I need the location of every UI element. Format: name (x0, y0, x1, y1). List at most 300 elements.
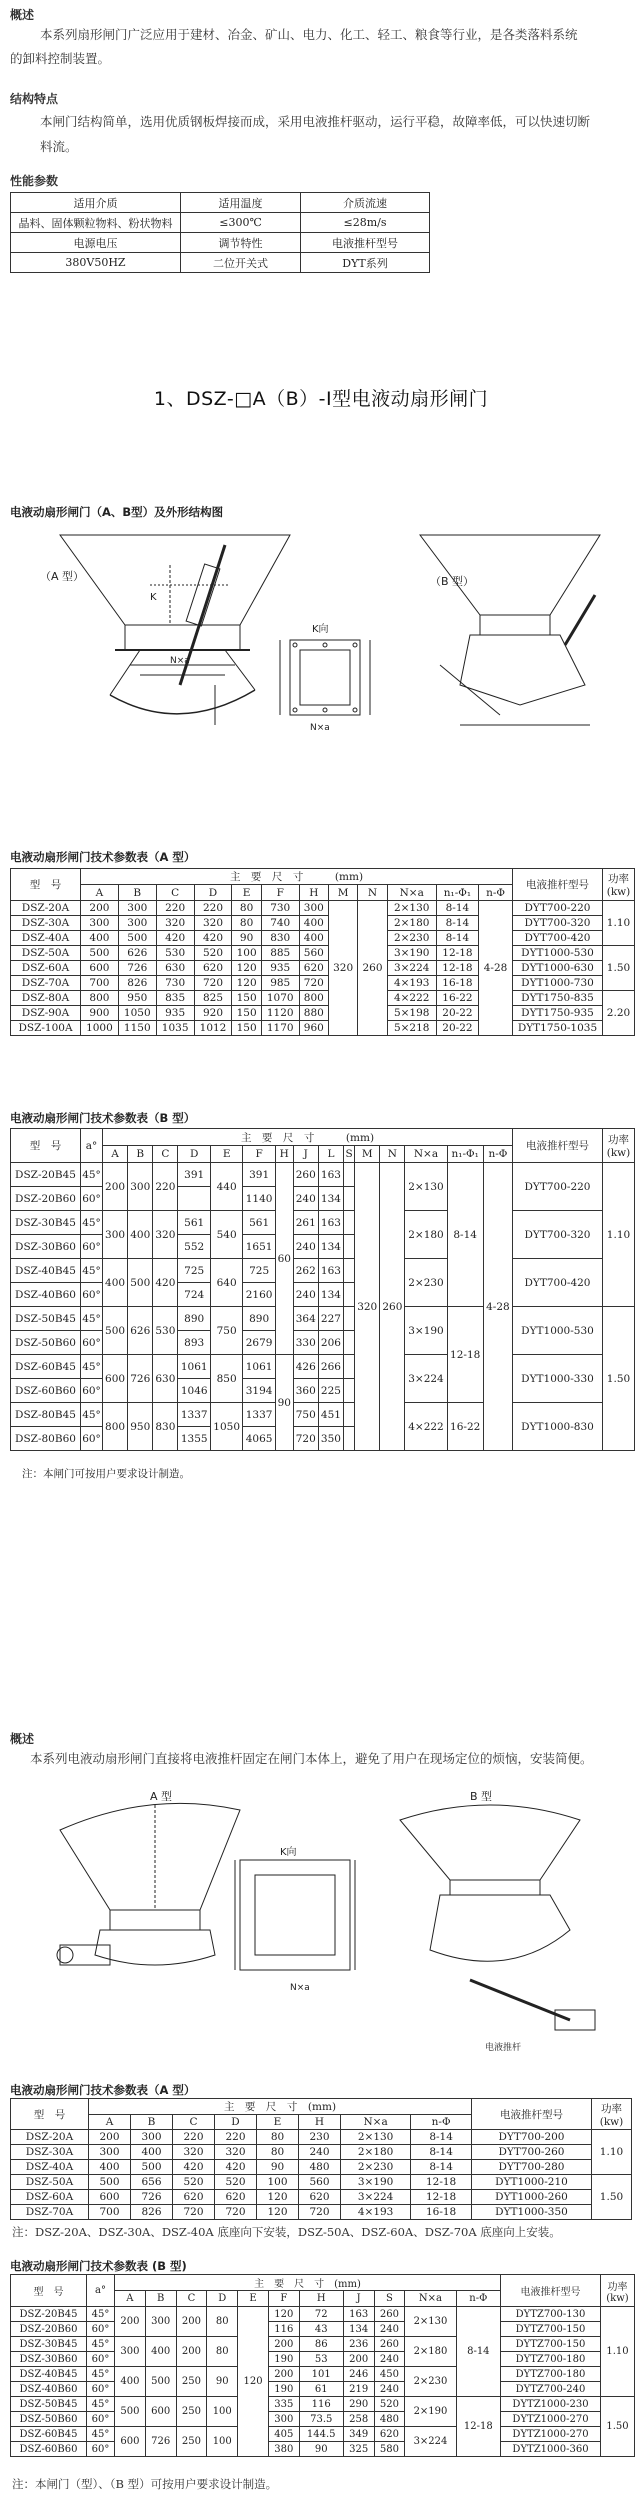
table-cell: 885 (261, 946, 299, 961)
table-cell: 190 (268, 2382, 299, 2397)
structure-text-2: 料流。 (40, 139, 78, 154)
table-cell (344, 1427, 355, 1451)
table-cell: 120 (238, 2307, 269, 2457)
table-cell: 134 (318, 1283, 343, 1307)
table-cell: 830 (153, 1403, 178, 1451)
a1-col: C (156, 885, 194, 901)
table-cell: 16-18 (436, 976, 478, 991)
table-row (11, 1211, 635, 1235)
table-cell: 2×180 (341, 2145, 411, 2160)
table-cell: 2×230 (387, 931, 436, 946)
table-a1-title: 电液动扇形闸门技术参数表（A 型） (10, 850, 196, 864)
table-cell (344, 1163, 355, 1187)
table-cell: 480 (299, 2160, 341, 2175)
table-cell: 720 (299, 976, 328, 991)
b1-col: A (103, 1146, 128, 1163)
table-cell: 540 (210, 1211, 242, 1259)
b1-col: n-Φ (483, 1146, 512, 1163)
table-row (11, 961, 635, 976)
table-cell: 400 (145, 2337, 176, 2367)
table-cell: 258 (343, 2412, 374, 2427)
table-cell: 1000 (81, 1021, 119, 1036)
a1-col: N (358, 885, 387, 901)
table-cell: 100 (257, 2175, 299, 2190)
table-cell (344, 1211, 355, 1235)
table-cell: 200 (103, 1163, 128, 1211)
table-cell: 200 (176, 2337, 207, 2367)
b1-h-model: 型 号 (11, 1129, 81, 1163)
a2-col: C (173, 2115, 215, 2130)
table-cell: 620 (299, 2190, 341, 2205)
a1-h-model: 型 号 (11, 869, 81, 901)
table-cell: 61 (299, 2382, 343, 2397)
table-cell: 200 (176, 2307, 207, 2337)
table-cell: 16-22 (447, 1403, 483, 1451)
table-cell: 3×190 (341, 2175, 411, 2190)
b1-col: N (380, 1146, 405, 1163)
table-cell: 600 (89, 2190, 131, 2205)
b1-col: E (210, 1146, 242, 1163)
table-cell: 1170 (261, 1021, 299, 1036)
table-cell: 45° (81, 1307, 103, 1331)
table-cell: 60 (275, 1163, 293, 1355)
table-cell: 260 (374, 2337, 405, 2352)
table-cell: 985 (261, 976, 299, 991)
table-cell: 116 (268, 2322, 299, 2337)
table-cell: DYT700-280 (472, 2160, 592, 2175)
table-cell: 520 (374, 2397, 405, 2412)
table-cell: 200 (343, 2352, 374, 2367)
table-cell (344, 1307, 355, 1331)
b2-h-power: 功率 (kw) (601, 2275, 635, 2307)
table-cell: 300 (118, 901, 156, 916)
table-cell: 400 (299, 916, 328, 931)
table-row (11, 1006, 635, 1021)
table-cell: 320 (215, 2145, 257, 2160)
table-row (11, 2160, 632, 2175)
table-cell: 134 (318, 1235, 343, 1259)
table-cell: DSZ-60B45 (11, 1355, 81, 1379)
table-cell: 8-14 (447, 1163, 483, 1307)
table-row (11, 2322, 635, 2337)
table-cell: 225 (318, 1379, 343, 1403)
table-cell: 80 (207, 2307, 238, 2337)
table-cell: 120 (257, 2205, 299, 2220)
b1-h-alpha: a° (81, 1129, 103, 1163)
table-cell: 200 (81, 901, 119, 916)
table-cell: 620 (215, 2190, 257, 2205)
a1-col: A (81, 885, 119, 901)
table-cell: DSZ-50B45 (11, 2397, 87, 2412)
table-cell: DYTZ700-150 (501, 2322, 601, 2337)
b1-h-actuator: 电液推杆型号 (513, 1129, 603, 1163)
table-cell: 240 (374, 2352, 405, 2367)
table-cell: 90 (232, 931, 261, 946)
table-cell: 1337 (178, 1403, 210, 1427)
table-cell: 80 (257, 2130, 299, 2145)
a2-col: H (299, 2115, 341, 2130)
table-cell: 144.5 (299, 2427, 343, 2442)
table-cell: 120 (232, 976, 261, 991)
table-cell: 45° (87, 2367, 115, 2382)
a1-col: n₁-Φ₁ (436, 885, 478, 901)
table-row (11, 1403, 635, 1427)
b2-col: n-Φ (456, 2291, 500, 2307)
table-cell: 3194 (243, 1379, 275, 1403)
a2-col: D (215, 2115, 257, 2130)
table-cell: DSZ-30B45 (11, 1211, 81, 1235)
table-cell: 520 (173, 2175, 215, 2190)
table-cell: DSZ-70A (11, 2205, 89, 2220)
a2-col: E (257, 2115, 299, 2130)
table-row (11, 1021, 635, 1036)
table-cell: 240 (293, 1235, 318, 1259)
table-cell: DSZ-50A (11, 2175, 89, 2190)
table-cell: 1.50 (601, 2397, 635, 2457)
table-cell: 640 (210, 1259, 242, 1307)
table-cell: DSZ-40B60 (11, 1283, 81, 1307)
table-cell: 850 (210, 1355, 242, 1403)
table-a1 (10, 868, 635, 1036)
b1-col: C (153, 1146, 178, 1163)
table-cell: DYT1000-530 (513, 946, 603, 961)
table-cell: DSZ-90A (11, 1006, 81, 1021)
table-cell: 1.10 (603, 1163, 635, 1307)
table-cell: 724 (178, 1283, 210, 1307)
table-cell: 260 (358, 901, 387, 1036)
table-cell: 8-14 (436, 916, 478, 931)
table-cell: 364 (293, 1307, 318, 1331)
table-cell: 60° (81, 1427, 103, 1451)
table-cell: 120 (268, 2307, 299, 2322)
table-cell: 1061 (243, 1355, 275, 1379)
table-cell: 150 (232, 1006, 261, 1021)
table-row (11, 2130, 632, 2145)
table-cell: 220 (194, 901, 232, 916)
table-cell: 2.20 (603, 991, 635, 1036)
table-row (11, 2307, 635, 2322)
table-cell: 227 (318, 1307, 343, 1331)
fig2-a-type: A 型 (150, 1790, 173, 1803)
table-cell: 2×130 (405, 1163, 447, 1211)
a1-col: B (118, 885, 156, 901)
table-cell: DYT700-200 (472, 2130, 592, 2145)
table-cell: 405 (268, 2427, 299, 2442)
table-cell: 440 (210, 1163, 242, 1211)
fig2-nxa: N×a (290, 1983, 310, 1993)
b1-col: S (344, 1146, 355, 1163)
performance-table (10, 192, 430, 273)
table-cell: 720 (293, 1427, 318, 1451)
table-cell: 530 (153, 1307, 178, 1355)
table-cell: 60° (87, 2412, 115, 2427)
fig1-nxa-label-2: N×a (310, 723, 330, 733)
b2-h-alpha: a° (87, 2275, 115, 2307)
table-cell: 700 (89, 2205, 131, 2220)
perf-cell: 380V50HZ (11, 253, 181, 273)
table-b2-note: 注：本闸门（型）、（B 型）可按用户要求设计制造。 (12, 2477, 278, 2491)
b2-col: D (207, 2291, 238, 2307)
table-row (11, 916, 635, 931)
table-cell: DSZ-80B45 (11, 1403, 81, 1427)
table-cell: DYT1000-830 (513, 1403, 603, 1451)
table-cell: 266 (318, 1355, 343, 1379)
table-cell: 2×230 (405, 1259, 447, 1307)
a2-h-power: 功率 (kw) (592, 2099, 632, 2130)
perf-cell: 调节特性 (181, 233, 301, 253)
table-cell: 90 (207, 2367, 238, 2397)
overview-heading: 概述 (10, 8, 35, 22)
table-cell: 730 (156, 976, 194, 991)
table-cell: DSZ-30B60 (11, 1235, 81, 1259)
table-cell: 8-14 (456, 2307, 500, 2397)
table-cell: 600 (115, 2427, 146, 2457)
b2-h-main: 主 要 尺 寸 (mm) (115, 2275, 501, 2291)
table-cell: 935 (156, 1006, 194, 1021)
table-cell: 500 (131, 2160, 173, 2175)
b-type-label: （B 型） (430, 575, 475, 588)
table-row (11, 946, 635, 961)
section2-overview-heading: 概述 (10, 1732, 35, 1746)
table-cell: 230 (299, 2130, 341, 2145)
b1-h-main: 主 要 尺 寸 (mm) (103, 1129, 513, 1146)
table-cell: DYTZ700-150 (501, 2337, 601, 2352)
table-row (11, 1259, 635, 1283)
table-cell: 4065 (243, 1427, 275, 1451)
table-cell: 1.50 (603, 946, 635, 991)
table-cell: 45° (81, 1163, 103, 1187)
table-cell: 1.10 (592, 2130, 632, 2175)
table-cell: 600 (81, 961, 119, 976)
overview-text-1: 本系列扇形闸门广泛应用于建材、冶金、矿山、电力、化工、轻工、粮食等行业，是各类落料系统 (40, 27, 578, 42)
table-row (11, 931, 635, 946)
table-cell: DYTZ1000-230 (501, 2397, 601, 2412)
table-cell: DYTZ1000-270 (501, 2427, 601, 2442)
table-cell: 300 (268, 2412, 299, 2427)
table-b1-note: 注：本闸门可按用户要求设计制造。 (22, 1468, 190, 1480)
table-cell: 1050 (210, 1403, 242, 1451)
table-cell: 200 (115, 2307, 146, 2337)
structure-heading: 结构特点 (10, 92, 59, 106)
table-cell: DYT700-320 (513, 916, 603, 931)
table-cell: 726 (145, 2427, 176, 2457)
table-cell: 240 (374, 2322, 405, 2337)
b1-col: F (243, 1146, 275, 1163)
table-cell: 90 (275, 1355, 293, 1451)
table-cell: 1012 (194, 1021, 232, 1036)
b2-col: E (238, 2291, 269, 2307)
table-cell: 552 (178, 1235, 210, 1259)
table-cell: DYT700-320 (513, 1211, 603, 1259)
table-a2-note: 注：DSZ-20A、DSZ-30A、DSZ-40A 底座向下安装，DSZ-50A、DSZ-60A、DSZ-70A 底座向上安装。 (12, 2225, 561, 2239)
table-cell: 893 (178, 1331, 210, 1355)
a2-col: A (89, 2115, 131, 2130)
table-cell: DSZ-30B60 (11, 2352, 87, 2367)
table-cell: 200 (89, 2130, 131, 2145)
table-cell: 90 (257, 2160, 299, 2175)
table-cell: 350 (318, 1427, 343, 1451)
table-cell: 73.5 (299, 2412, 343, 2427)
table-cell: DYT700-220 (513, 1163, 603, 1211)
table-cell: 300 (81, 916, 119, 931)
b1-col: N×a (405, 1146, 447, 1163)
b1-col: L (318, 1146, 343, 1163)
table-cell: DYT1000-210 (472, 2175, 592, 2190)
table-cell: 800 (299, 991, 328, 1006)
table-cell: DSZ-40A (11, 931, 81, 946)
b1-h-power: 功率 (kw) (603, 1129, 635, 1163)
perf-cell: 电源电压 (11, 233, 181, 253)
table-cell: DSZ-40B45 (11, 1259, 81, 1283)
table-cell: 1050 (118, 1006, 156, 1021)
table-cell: DSZ-50A (11, 946, 81, 961)
table-cell: 4-28 (483, 1163, 512, 1451)
b1-col: B (128, 1146, 153, 1163)
a1-col: E (232, 885, 261, 901)
table-cell: 80 (232, 916, 261, 931)
table-cell: 2×130 (405, 2307, 456, 2337)
table-cell: DSZ-40B45 (11, 2367, 87, 2382)
section2-overview-text: 本系列电液动扇形闸门直接将电液推杆固定在闸门本体上，避免了用户在现场定位的烦恼，安装简便。 (30, 1751, 593, 1766)
table-cell: 2×230 (341, 2160, 411, 2175)
table-cell: 12-18 (411, 2190, 472, 2205)
table-cell: 150 (232, 1021, 261, 1036)
table-cell: 45° (81, 1259, 103, 1283)
table-cell: 4×193 (387, 976, 436, 991)
table-cell (344, 1355, 355, 1379)
table-cell: 3×190 (387, 946, 436, 961)
table-cell: 920 (194, 1006, 232, 1021)
table-cell: 300 (103, 1211, 128, 1259)
table-cell: DSZ-80A (11, 991, 81, 1006)
table-cell: 220 (215, 2130, 257, 2145)
gate-drawing-2 (50, 1780, 610, 2065)
perf-cell: 电液推杆型号 (301, 233, 430, 253)
table-cell: 580 (374, 2442, 405, 2457)
a2-col: B (131, 2115, 173, 2130)
table-cell: DSZ-50B60 (11, 1331, 81, 1355)
a2-col: n-Φ (411, 2115, 472, 2130)
table-cell: 4×222 (405, 1403, 447, 1451)
table-cell: 200 (268, 2367, 299, 2382)
table-cell: 134 (343, 2322, 374, 2337)
table-cell: 200 (268, 2337, 299, 2352)
table-cell: 630 (156, 961, 194, 976)
table-cell: 4×193 (341, 2205, 411, 2220)
table-cell: 320 (194, 916, 232, 931)
fig1-nxa-label: N×a (170, 656, 190, 666)
table-cell: 12-18 (436, 961, 478, 976)
table-cell: 420 (156, 931, 194, 946)
a2-h-actuator: 电液推杆型号 (472, 2099, 592, 2130)
table-cell: 300 (118, 916, 156, 931)
table-cell: 500 (89, 2175, 131, 2190)
table-cell: 750 (293, 1403, 318, 1427)
table-cell: 500 (81, 946, 119, 961)
table-cell: 60° (81, 1187, 103, 1211)
perf-cell: DYT系列 (301, 253, 430, 273)
table-cell: 730 (261, 901, 299, 916)
table-cell: 90 (299, 2442, 343, 2457)
perf-cell: 适用介质 (11, 193, 181, 213)
table-cell (344, 1283, 355, 1307)
table-cell: 1.10 (601, 2307, 635, 2397)
table-cell: DYT1750-835 (513, 991, 603, 1006)
b2-col: J (343, 2291, 374, 2307)
table-cell: 8-14 (436, 931, 478, 946)
table-cell: 45° (81, 1403, 103, 1427)
perf-cell: 适用温度 (181, 193, 301, 213)
table-cell: 60° (87, 2382, 115, 2397)
table-cell: 100 (207, 2427, 238, 2457)
table-cell: 600 (145, 2397, 176, 2427)
table-cell: 300 (145, 2307, 176, 2337)
table-cell: 826 (118, 976, 156, 991)
fig2-b-type: B 型 (470, 1790, 493, 1803)
table-cell: 420 (173, 2160, 215, 2175)
table-cell: 426 (293, 1355, 318, 1379)
table-cell (344, 1403, 355, 1427)
a1-h-power: 功率 (kw) (603, 869, 635, 901)
table-row (11, 2175, 632, 2190)
table-cell: 380 (268, 2442, 299, 2457)
table-row (11, 2205, 632, 2220)
fig2-k-view: K向 (280, 1847, 297, 1858)
table-a2 (10, 2098, 632, 2220)
table-cell: 60° (81, 1379, 103, 1403)
table-cell: DYTZ1000-270 (501, 2412, 601, 2427)
table-cell: 320 (328, 901, 357, 1036)
table-cell: 163 (318, 1259, 343, 1283)
table-cell: 400 (128, 1211, 153, 1259)
table-cell: 45° (87, 2397, 115, 2412)
table-cell: 880 (299, 1006, 328, 1021)
table-cell: 1150 (118, 1021, 156, 1036)
table-cell: DSZ-60B60 (11, 1379, 81, 1403)
table-cell: 325 (343, 2442, 374, 2457)
table-row (11, 1355, 635, 1379)
table-row (11, 2337, 635, 2352)
table-cell: 830 (261, 931, 299, 946)
table-cell: 219 (343, 2382, 374, 2397)
table-cell: DSZ-30A (11, 916, 81, 931)
table-cell: 20-22 (436, 1021, 478, 1036)
table-cell: 4-28 (479, 901, 513, 1036)
table-cell: 20-22 (436, 1006, 478, 1021)
table-cell: 1337 (243, 1403, 275, 1427)
table-cell: 720 (173, 2205, 215, 2220)
table-row (11, 2367, 635, 2382)
table-cell: 826 (131, 2205, 173, 2220)
table-cell: 960 (299, 1021, 328, 1036)
table-cell: 4×222 (387, 991, 436, 1006)
table-cell: 300 (115, 2337, 146, 2367)
a2-h-model: 型 号 (11, 2099, 89, 2130)
table-cell: DYT1000-730 (513, 976, 603, 991)
table-cell: 420 (194, 931, 232, 946)
table-row (11, 2427, 635, 2442)
table-cell: 2160 (243, 1283, 275, 1307)
table-cell: 5×218 (387, 1021, 436, 1036)
table-row (11, 901, 635, 916)
table-cell: DYT700-220 (513, 901, 603, 916)
table-cell: 520 (194, 946, 232, 961)
table-cell (344, 1331, 355, 1355)
table-cell: 890 (178, 1307, 210, 1331)
table-cell: DSZ-20B60 (11, 1187, 81, 1211)
perf-cell: 二位开关式 (181, 253, 301, 273)
table-cell: 8-14 (436, 901, 478, 916)
